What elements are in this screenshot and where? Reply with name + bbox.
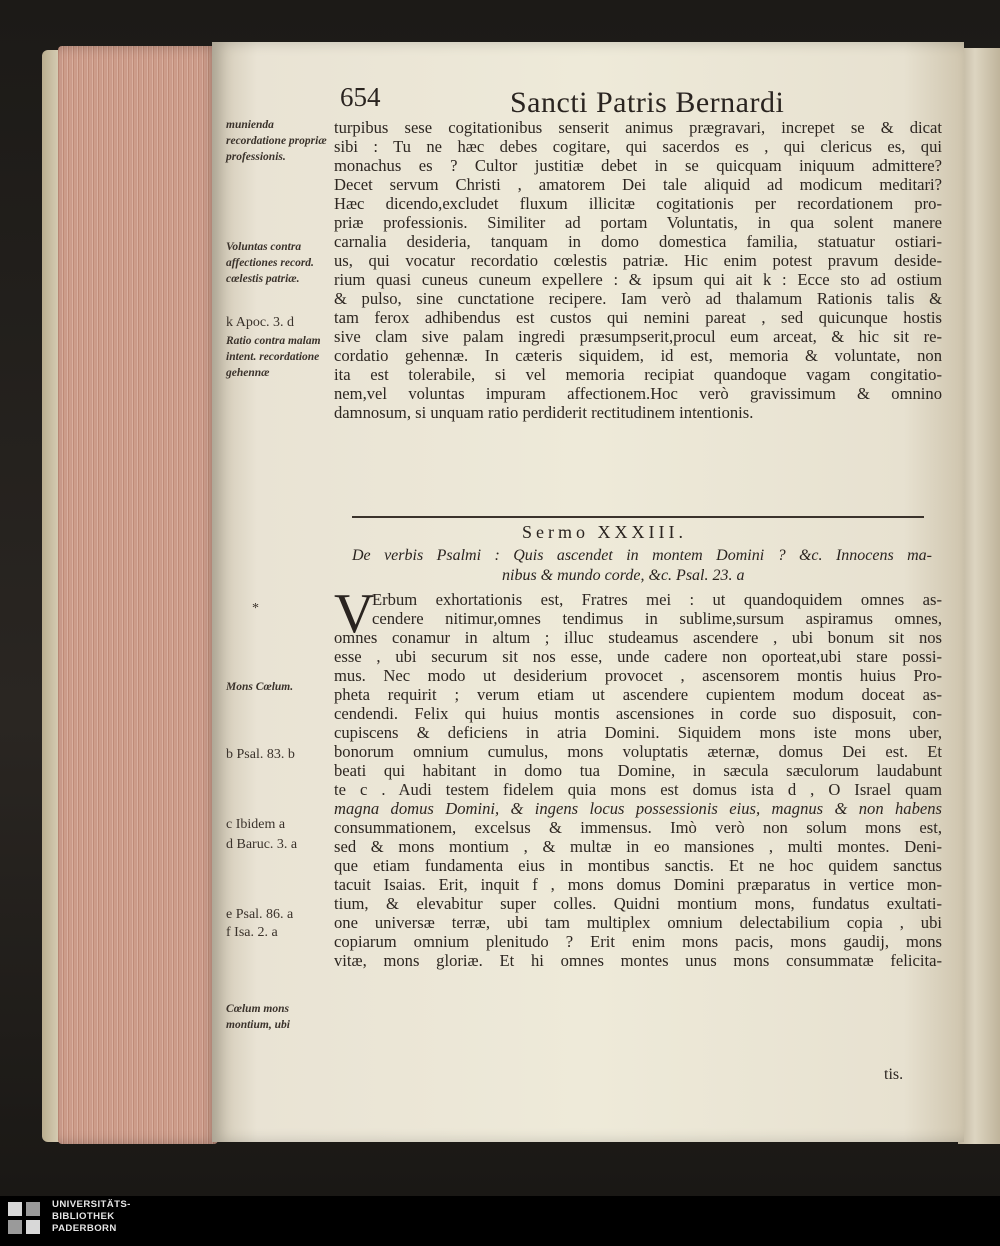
text-line: copiarum omnium plenitudo ? Erit enim mons pacis, mons gaudij, mons bbox=[334, 932, 942, 951]
catchword: tis. bbox=[884, 1066, 904, 1083]
text-block-1 bbox=[334, 118, 942, 422]
library-logo-icon bbox=[8, 1202, 44, 1238]
book-page bbox=[212, 42, 964, 1142]
text-line: bonorum omnium cumulus, mons voluptatis æternæ, domus Dei est. Et bbox=[334, 742, 942, 761]
text-line: pheta requirit ; verum etiam ut ascendere cupientem modum doceat as- bbox=[334, 685, 942, 704]
margin-note: b Psal. 83. b bbox=[226, 747, 295, 762]
page-edges bbox=[58, 46, 218, 1144]
text-block-2 bbox=[334, 628, 942, 970]
footer-bar bbox=[0, 1196, 1000, 1246]
margin-note: * bbox=[252, 601, 259, 616]
logo-line: PADERBORN bbox=[52, 1223, 117, 1234]
text-line: beati qui habitant in domo tua Domine, in sæcula sæculorum laudabunt bbox=[334, 761, 942, 780]
text-line: vitæ, mons gloriæ. Et hi omnes montes unus mons consummatæ felicita- bbox=[334, 951, 942, 970]
margin-note: Mons Cœlum. bbox=[226, 681, 294, 693]
margin-note: k Apoc. 3. d bbox=[226, 315, 295, 330]
text-line: damnosum, si unquam ratio perdiderit rectitudinem intentionis. bbox=[334, 403, 754, 422]
text-line: cendere nitimur,omnes tendimus in sublime,sursum aspiramus omnes, bbox=[372, 609, 942, 628]
sermon-heading: Sermo XXXIII. bbox=[522, 522, 687, 542]
text-line: Hæc dicendo,excludet fluxum illicitæ cogitationis per recordationem pro- bbox=[334, 194, 942, 213]
text-line: cupiscens & deficiens in atria Domini. Siquidem mons iste mons uber, bbox=[334, 723, 942, 742]
text-line: te c . Audi testem fidelem quia mons est domus ista d , O Israel quam bbox=[334, 780, 942, 799]
text-line: priæ professionis. Similiter ad portam Voluntatis, in qua solent manere bbox=[334, 213, 942, 232]
text-line: ita est tolerabile, si vel memoria recipiat quandoque vagam congitatio- bbox=[334, 365, 942, 384]
margin-note: Voluntas contra affectiones record. cœlestis patriæ. bbox=[226, 241, 314, 285]
logo-line: UNIVERSITÄTS- bbox=[52, 1199, 131, 1210]
text-line: rium quasi cuneus cuneum expellere : & ipsum qui ait k : Ecce sto ad ostium bbox=[334, 270, 942, 289]
logo-line: BIBLIOTHEK bbox=[52, 1211, 115, 1222]
text-line: tacuit Isaias. Erit, inquit f , mons domus Domini præparatus in vertice mon- bbox=[334, 875, 942, 894]
margin-note: munienda recordatione propriæ professionis. bbox=[226, 119, 327, 163]
library-logo-text bbox=[52, 1199, 131, 1235]
text-line: tam ferox adhibendus est custos qui nemini pareat , sed quicunque hostis bbox=[334, 308, 942, 327]
page-number: 654 bbox=[340, 82, 381, 112]
subtitle-line: nibus & mundo corde, &c. Psal. 23. a bbox=[502, 567, 745, 584]
margin-note: e Psal. 86. a bbox=[226, 907, 294, 922]
text-line: omnes conamur in altum ; illuc studeamus ascendere , ubi bonum sit nos bbox=[334, 628, 942, 647]
text-line: Erbum exhortationis est, Fratres mei : ut quandoquidem omnes as- bbox=[372, 590, 942, 609]
text-line: one universæ terræ, ubi tam multiplex omnium delectabilium copia , ubi bbox=[334, 913, 942, 932]
text-line: turpibus sese cogitationibus senserit animus prægravari, increpet se & dicat bbox=[334, 118, 942, 137]
text-line: us, qui vocatur recordatio cœlestis patriæ. Hic enim potest pravum deside- bbox=[334, 251, 942, 270]
text-line: sibi : Tu ne hæc debes cogitare, qui sacerdos es , qui clericus es, qui bbox=[334, 137, 942, 156]
page-content bbox=[212, 42, 964, 1142]
margin-note: Ratio contra malam intent. recordatione gehennæ bbox=[226, 335, 321, 379]
margin-note: c Ibidem a bbox=[226, 817, 286, 832]
text-line: consummationem, excelsus & immensus. Imò verò non solum mons est, bbox=[334, 818, 942, 837]
text-line: sed & mons montium , & multæ in eo mansiones , multi montes. Deni- bbox=[334, 837, 942, 856]
margin-note: d Baruc. 3. a bbox=[226, 837, 298, 852]
drop-cap: V bbox=[334, 583, 375, 645]
text-line: esse , ubi securum sit nos esse, unde cadere non oporteat,ubi stare possi- bbox=[334, 647, 942, 666]
sermon-subtitle bbox=[352, 546, 932, 586]
section-rule bbox=[352, 516, 924, 518]
text-line: sive clam sive palam ingredi præsumpserit,procul eum arceat, & hic sit re- bbox=[334, 327, 942, 346]
running-head: Sancti Patris Bernardi bbox=[510, 86, 785, 119]
text-line: & pulso, sine cunctatione recipere. Iam verò ad thalamum Rationis talis & bbox=[334, 289, 942, 308]
margin-note: f Isa. 2. a bbox=[226, 925, 278, 940]
text-line: cordatio gehennæ. In cæteris siquidem, id est, memoria & voluntate, non bbox=[334, 346, 942, 365]
text-line: mus. Nec modo ut desiderium provocet , ascensorem montis huius Pro- bbox=[334, 666, 942, 685]
text-line: nem,vel voluntas impuram affectionem.Hoc verò gravissimum & omnino bbox=[334, 384, 942, 403]
text-block-lead bbox=[372, 590, 942, 628]
text-line: magna domus Domini, & ingens locus possessionis eius, magnus & non habens bbox=[334, 799, 942, 818]
facing-page-edge bbox=[958, 48, 1000, 1144]
margin-note: Cœlum mons montium, ubi bbox=[226, 1003, 290, 1031]
text-line: que etiam fundamenta eius in montibus sanctis. Et ne hoc quidem sanctus bbox=[334, 856, 942, 875]
text-line: cendendi. Felix qui huius montis ascensiones in corde suo disposuit, con- bbox=[334, 704, 942, 723]
text-line: monachus es ? Cultor justitiæ debet in se quicquam iniquum admittere? bbox=[334, 156, 942, 175]
text-line: carnalia desideria, tanquam in domo domestica familia, statuatur ostiari- bbox=[334, 232, 942, 251]
text-line: tium, & elevabitur super colles. Quidni montium mons, fundatus exultati- bbox=[334, 894, 942, 913]
text-line: Decet servum Christi , amatorem Dei tale aliquid ad modicum meditari? bbox=[334, 175, 942, 194]
subtitle-line: De verbis Psalmi : Quis ascendet in montem Domini ? &c. Innocens ma- bbox=[352, 547, 932, 564]
